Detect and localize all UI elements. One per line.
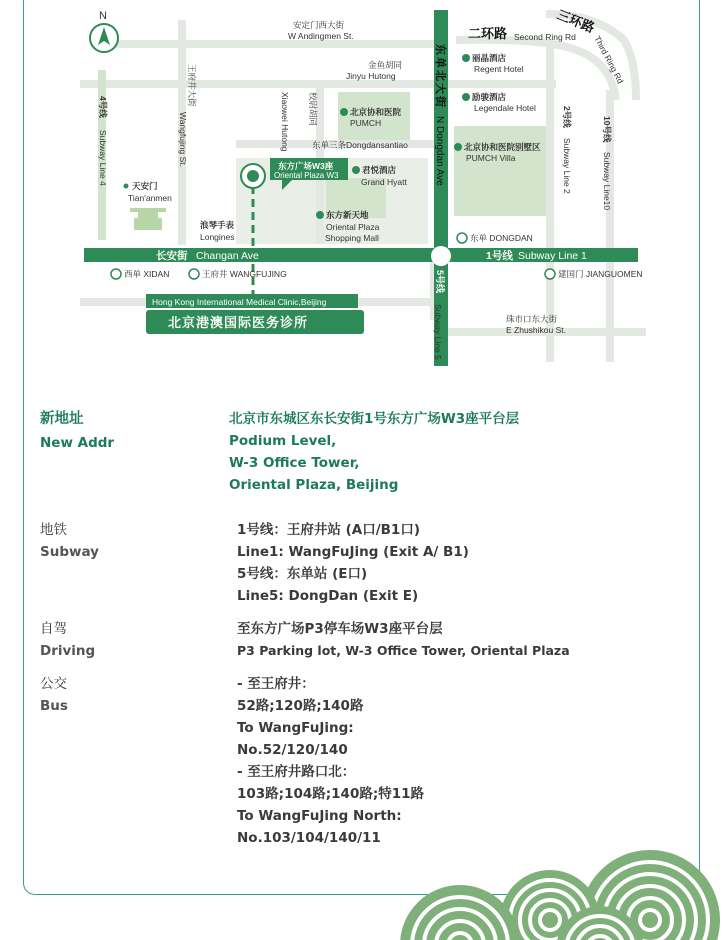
svg-text:Xiaowei Hutong: Xiaowei Hutong: [280, 92, 290, 152]
svg-text:Subway Line 2: Subway Line 2: [562, 138, 572, 194]
svg-text:2号线: 2号线: [562, 106, 572, 128]
svg-text:丽晶酒店: 丽晶酒店: [472, 53, 507, 63]
svg-text:东方广场W3座: 东方广场W3座: [278, 161, 334, 171]
svg-text:4号线: 4号线: [98, 96, 108, 118]
driving-line: 至东方广场P3停车场W3座平台层: [237, 621, 443, 637]
bus-line: - 至王府井路口北：: [237, 764, 356, 780]
svg-text:励骏酒店: 励骏酒店: [472, 92, 507, 102]
svg-text:Subway Line 1: Subway Line 1: [518, 250, 587, 262]
svg-text:PUMCH: PUMCH: [350, 118, 382, 128]
svg-text:Oriental Plaza: Oriental Plaza: [326, 222, 380, 232]
svg-text:E Zhushikou St.: E Zhushikou St.: [506, 325, 567, 335]
driving-line: P3 Parking lot, W-3 Office Tower, Oriental Plaza: [237, 643, 570, 658]
subway-line: Line5: DongDan (Exit E): [237, 588, 419, 604]
svg-text:Longines: Longines: [200, 232, 235, 242]
svg-text:金鱼胡同: 金鱼胡同: [368, 60, 403, 70]
north-label: N: [99, 10, 107, 22]
bus-line: To WangFuJing North:: [237, 808, 402, 824]
svg-text:Jinyu Hutong: Jinyu Hutong: [346, 71, 396, 81]
svg-text:Wangfujing St.: Wangfujing St.: [178, 112, 188, 167]
new-addr-label-en: New Addr: [40, 435, 115, 451]
addr-line: 北京市东城区东长安街1号东方广场W3座平台层: [229, 411, 520, 427]
svg-text:Oriental Plaza W3: Oriental Plaza W3: [274, 171, 339, 180]
svg-text:北京协和医院: 北京协和医院: [350, 107, 402, 117]
svg-text:北京港澳国际医务诊所: 北京港澳国际医务诊所: [168, 315, 309, 330]
svg-text:三环路: 三环路: [554, 6, 597, 36]
svg-text:长安街: 长安街: [156, 250, 188, 262]
subway-label-cn: 地铁: [40, 522, 67, 538]
bus-line: No.52/120/140: [237, 742, 348, 758]
svg-text:Tian'anmen: Tian'anmen: [128, 193, 172, 203]
subway-line: 5号线：东单站 (E口): [237, 566, 368, 582]
svg-text:Second Ring Rd: Second Ring Rd: [514, 32, 576, 42]
bus-value: [237, 673, 424, 849]
svg-text:西单 XIDAN: 西单 XIDAN: [124, 269, 170, 279]
bus-label-cn: 公交: [40, 676, 67, 692]
svg-text:Changan Ave: Changan Ave: [196, 250, 259, 262]
svg-text:Legendale Hotel: Legendale Hotel: [474, 103, 536, 113]
svg-text:王府井 WANGFUJING: 王府井 WANGFUJING: [202, 269, 287, 279]
svg-text:王府井大街: 王府井大街: [187, 64, 197, 107]
svg-text:北京协和医院别墅区: 北京协和医院别墅区: [464, 142, 541, 152]
addr-line: Podium Level,: [229, 433, 337, 449]
addr-line: W-3 Office Tower,: [229, 455, 360, 471]
subway-line: 1号线：王府井站 (A口/B1口): [237, 522, 420, 538]
svg-text:浪琴手表: 浪琴手表: [200, 220, 235, 230]
subway-value: [237, 519, 469, 607]
svg-text:建国门 JIANGUOMEN: 建国门 JIANGUOMEN: [558, 269, 643, 279]
new-addr-value: [229, 408, 519, 496]
addr-line: Oriental Plaza, Beijing: [229, 477, 399, 493]
svg-text:东单三条: 东单三条: [312, 140, 347, 150]
new-addr-label-cn: 新地址: [40, 411, 84, 427]
decorative-wave-pattern: [400, 850, 723, 940]
bus-line: 103路;104路;140路;特11路: [237, 786, 425, 802]
svg-text:校尉胡同: 校尉胡同: [308, 92, 318, 127]
svg-text:Subway Line 5: Subway Line 5: [433, 304, 443, 360]
svg-text:Third Ring Rd: Third Ring Rd: [592, 34, 626, 86]
svg-text:5号线: 5号线: [435, 270, 445, 294]
svg-text:Subway Line 4: Subway Line 4: [98, 130, 108, 186]
svg-text:1号线: 1号线: [486, 250, 513, 262]
driving-label-cn: 自驾: [40, 621, 67, 637]
bus-line: 52路;120路;140路: [237, 698, 364, 714]
svg-text:PUMCH Villa: PUMCH Villa: [466, 153, 516, 163]
svg-text:二环路: 二环路: [468, 26, 508, 41]
driving-value: [237, 618, 570, 662]
svg-text:Subway Line10: Subway Line10: [602, 152, 612, 211]
svg-text:东方新天地: 东方新天地: [326, 210, 369, 220]
bus-line: - 至王府井：: [237, 676, 315, 692]
svg-text:君悦酒店: 君悦酒店: [362, 165, 397, 175]
svg-text:10号线: 10号线: [602, 116, 612, 143]
svg-text:天安门: 天安门: [132, 181, 158, 191]
svg-text:Regent Hotel: Regent Hotel: [474, 64, 524, 74]
svg-text:Grand Hyatt: Grand Hyatt: [361, 177, 407, 187]
bus-label-en: Bus: [40, 698, 68, 714]
bus-line: No.103/104/140/11: [237, 830, 381, 846]
svg-text:W Andingmen St.: W Andingmen St.: [288, 31, 354, 41]
svg-text:N Dongdan Ave: N Dongdan Ave: [434, 116, 445, 186]
bus-line: To WangFuJing:: [237, 720, 354, 736]
location-map: [76, 0, 688, 370]
svg-text:东单 DONGDAN: 东单 DONGDAN: [470, 233, 533, 243]
driving-label-en: Driving: [40, 643, 96, 659]
svg-text:珠市口东大街: 珠市口东大街: [506, 314, 558, 324]
svg-text:东单北大街: 东单北大街: [434, 44, 446, 109]
subway-label-en: Subway: [40, 544, 99, 560]
svg-text:Hong Kong International Medica: Hong Kong International Medical Clinic,Beijing: [152, 297, 327, 307]
tiananmen-icon: [130, 208, 166, 230]
subway-line: Line1: WangFuJing (Exit A/ B1): [237, 544, 469, 560]
block-villa: [454, 126, 550, 216]
svg-text:Shopping Mall: Shopping Mall: [325, 233, 379, 243]
svg-text:安定门西大街: 安定门西大街: [293, 20, 345, 30]
svg-text:Dongdansantiao: Dongdansantiao: [346, 140, 408, 150]
